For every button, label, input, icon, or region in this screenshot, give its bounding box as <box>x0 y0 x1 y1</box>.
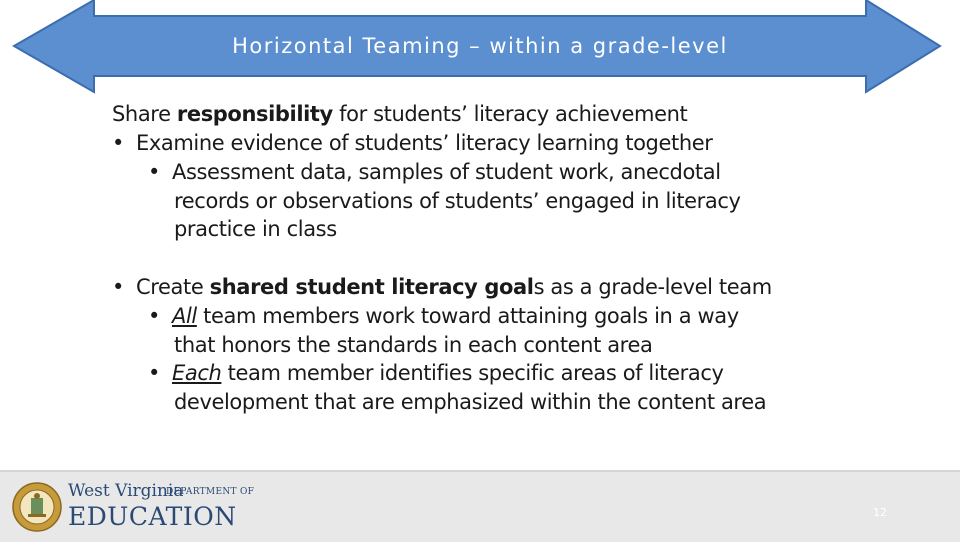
bullet-icon: • <box>112 275 124 299</box>
list-item: • Examine evidence of students’ literacy learning together <box>112 129 712 158</box>
list-item: • Assessment data, samples of student work, anecdotal <box>148 158 721 187</box>
list-item-continuation: records or observations of students’ engaged in literacy <box>174 189 741 213</box>
intro-bold-text: responsibility <box>176 102 333 126</box>
list-item: • All team members work toward attaining goals in a way <box>148 302 739 331</box>
bullet-icon: • <box>148 361 160 385</box>
page-title: Horizontal Teaming – within a grade-level <box>232 34 728 58</box>
list-item-continuation: practice in class <box>174 217 337 241</box>
all-emphasis-text: All <box>172 304 197 328</box>
each-emphasis-text: Each <box>172 361 222 385</box>
slide-number: 12 <box>873 506 887 519</box>
logo-state-name: West Virginia <box>68 481 184 501</box>
list-item: • Each team member identifies specific areas of literacy <box>148 359 724 388</box>
wv-state-seal-icon <box>12 482 62 532</box>
list-item-continuation: that honors the standards in each content area <box>174 333 653 357</box>
logo-education-label: EDUCATION <box>68 502 237 531</box>
bullet-icon: • <box>112 131 124 155</box>
list-item-continuation: development that are emphasized within the content area <box>174 390 767 414</box>
goals-bold-text: shared student literacy goal <box>209 275 534 299</box>
intro-line: Share responsibility for students’ literacy achievement <box>112 102 688 126</box>
footer-bar <box>0 470 960 542</box>
bullet-icon: • <box>148 160 160 184</box>
bullet-icon: • <box>148 304 160 328</box>
list-item: • Create shared student literacy goals as a grade-level team <box>112 273 772 302</box>
logo-department-label: DEPARTMENT OF <box>166 487 255 497</box>
